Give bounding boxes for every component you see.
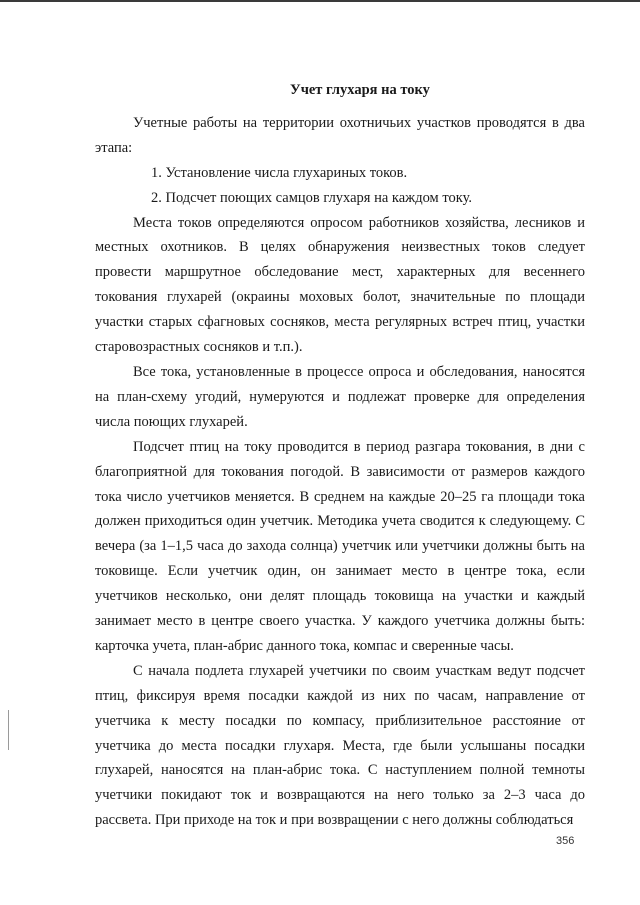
top-border-line bbox=[0, 0, 640, 2]
list-item-2: 2. Подсчет поющих самцов глухаря на каждом току. bbox=[151, 189, 473, 206]
paragraph-counting: Подсчет птиц на току проводится в период разгара токования, в дни с благоприятной для токования погодой. В зависимости от размеров каждого тока число учетчиков меняется. В среднем на каждые 20–25 га площади тока должен приходиться один учетчик. Методика учета сводится к следующему. С вечера (за 1–1,5 часа до захода солнца) учетчик или учетчики должны быть на токовище. Если учетчик один, он занимает место в центре тока, если учетчиков несколько, они делят площадь токовища на участки и каждый занимает место в центре своего участка. У каждого учетчика должны быть: карточка учета, план-абрис данного тока, компас и сверенные часы. bbox=[95, 438, 585, 654]
margin-mark bbox=[8, 710, 9, 750]
paragraph-intro: Учетные работы на территории охотничьих участков проводятся в два этапа: bbox=[95, 114, 585, 156]
page-number: 356 bbox=[556, 835, 575, 847]
document-body bbox=[95, 78, 585, 833]
document-title: Учет глухаря на току bbox=[290, 82, 430, 98]
list-item-1: 1. Установление числа глухариных токов. bbox=[151, 164, 408, 181]
paragraph-procedure: С начала подлета глухарей учетчики по своим участкам ведут подсчет птиц, фиксируя время посадки каждой из них по часам, направление от учетчика к месту посадки по компасу, приблизительное расстояние от учетчика до места посадки глухаря. Места, где были услышаны посадки глухарей, наносятся на план-абрис тока. С наступлением полной темноты учетчики покидают ток и возвращаются на него только за 2–3 часа до рассвета. При приходе на ток и при возвращении с него должны соблюдаться bbox=[95, 662, 585, 829]
paragraph-mapping: Все тока, установленные в процессе опроса и обследования, наносятся на план-схему угодий, нумеруются и подлежат проверке для определения числа поющих глухарей. bbox=[95, 363, 585, 430]
paragraph-locations: Места токов определяются опросом работников хозяйства, лесников и местных охотников. В целях обнаружения неизвестных токов следует провести маршрутное обследование мест, характерных для весеннего токования глухарей (окраины моховых болот, значительные по площади участки старых сфагновых сосняков, места регулярных встреч птиц, участки старовозрастных сосняков и т.п.). bbox=[95, 214, 585, 356]
